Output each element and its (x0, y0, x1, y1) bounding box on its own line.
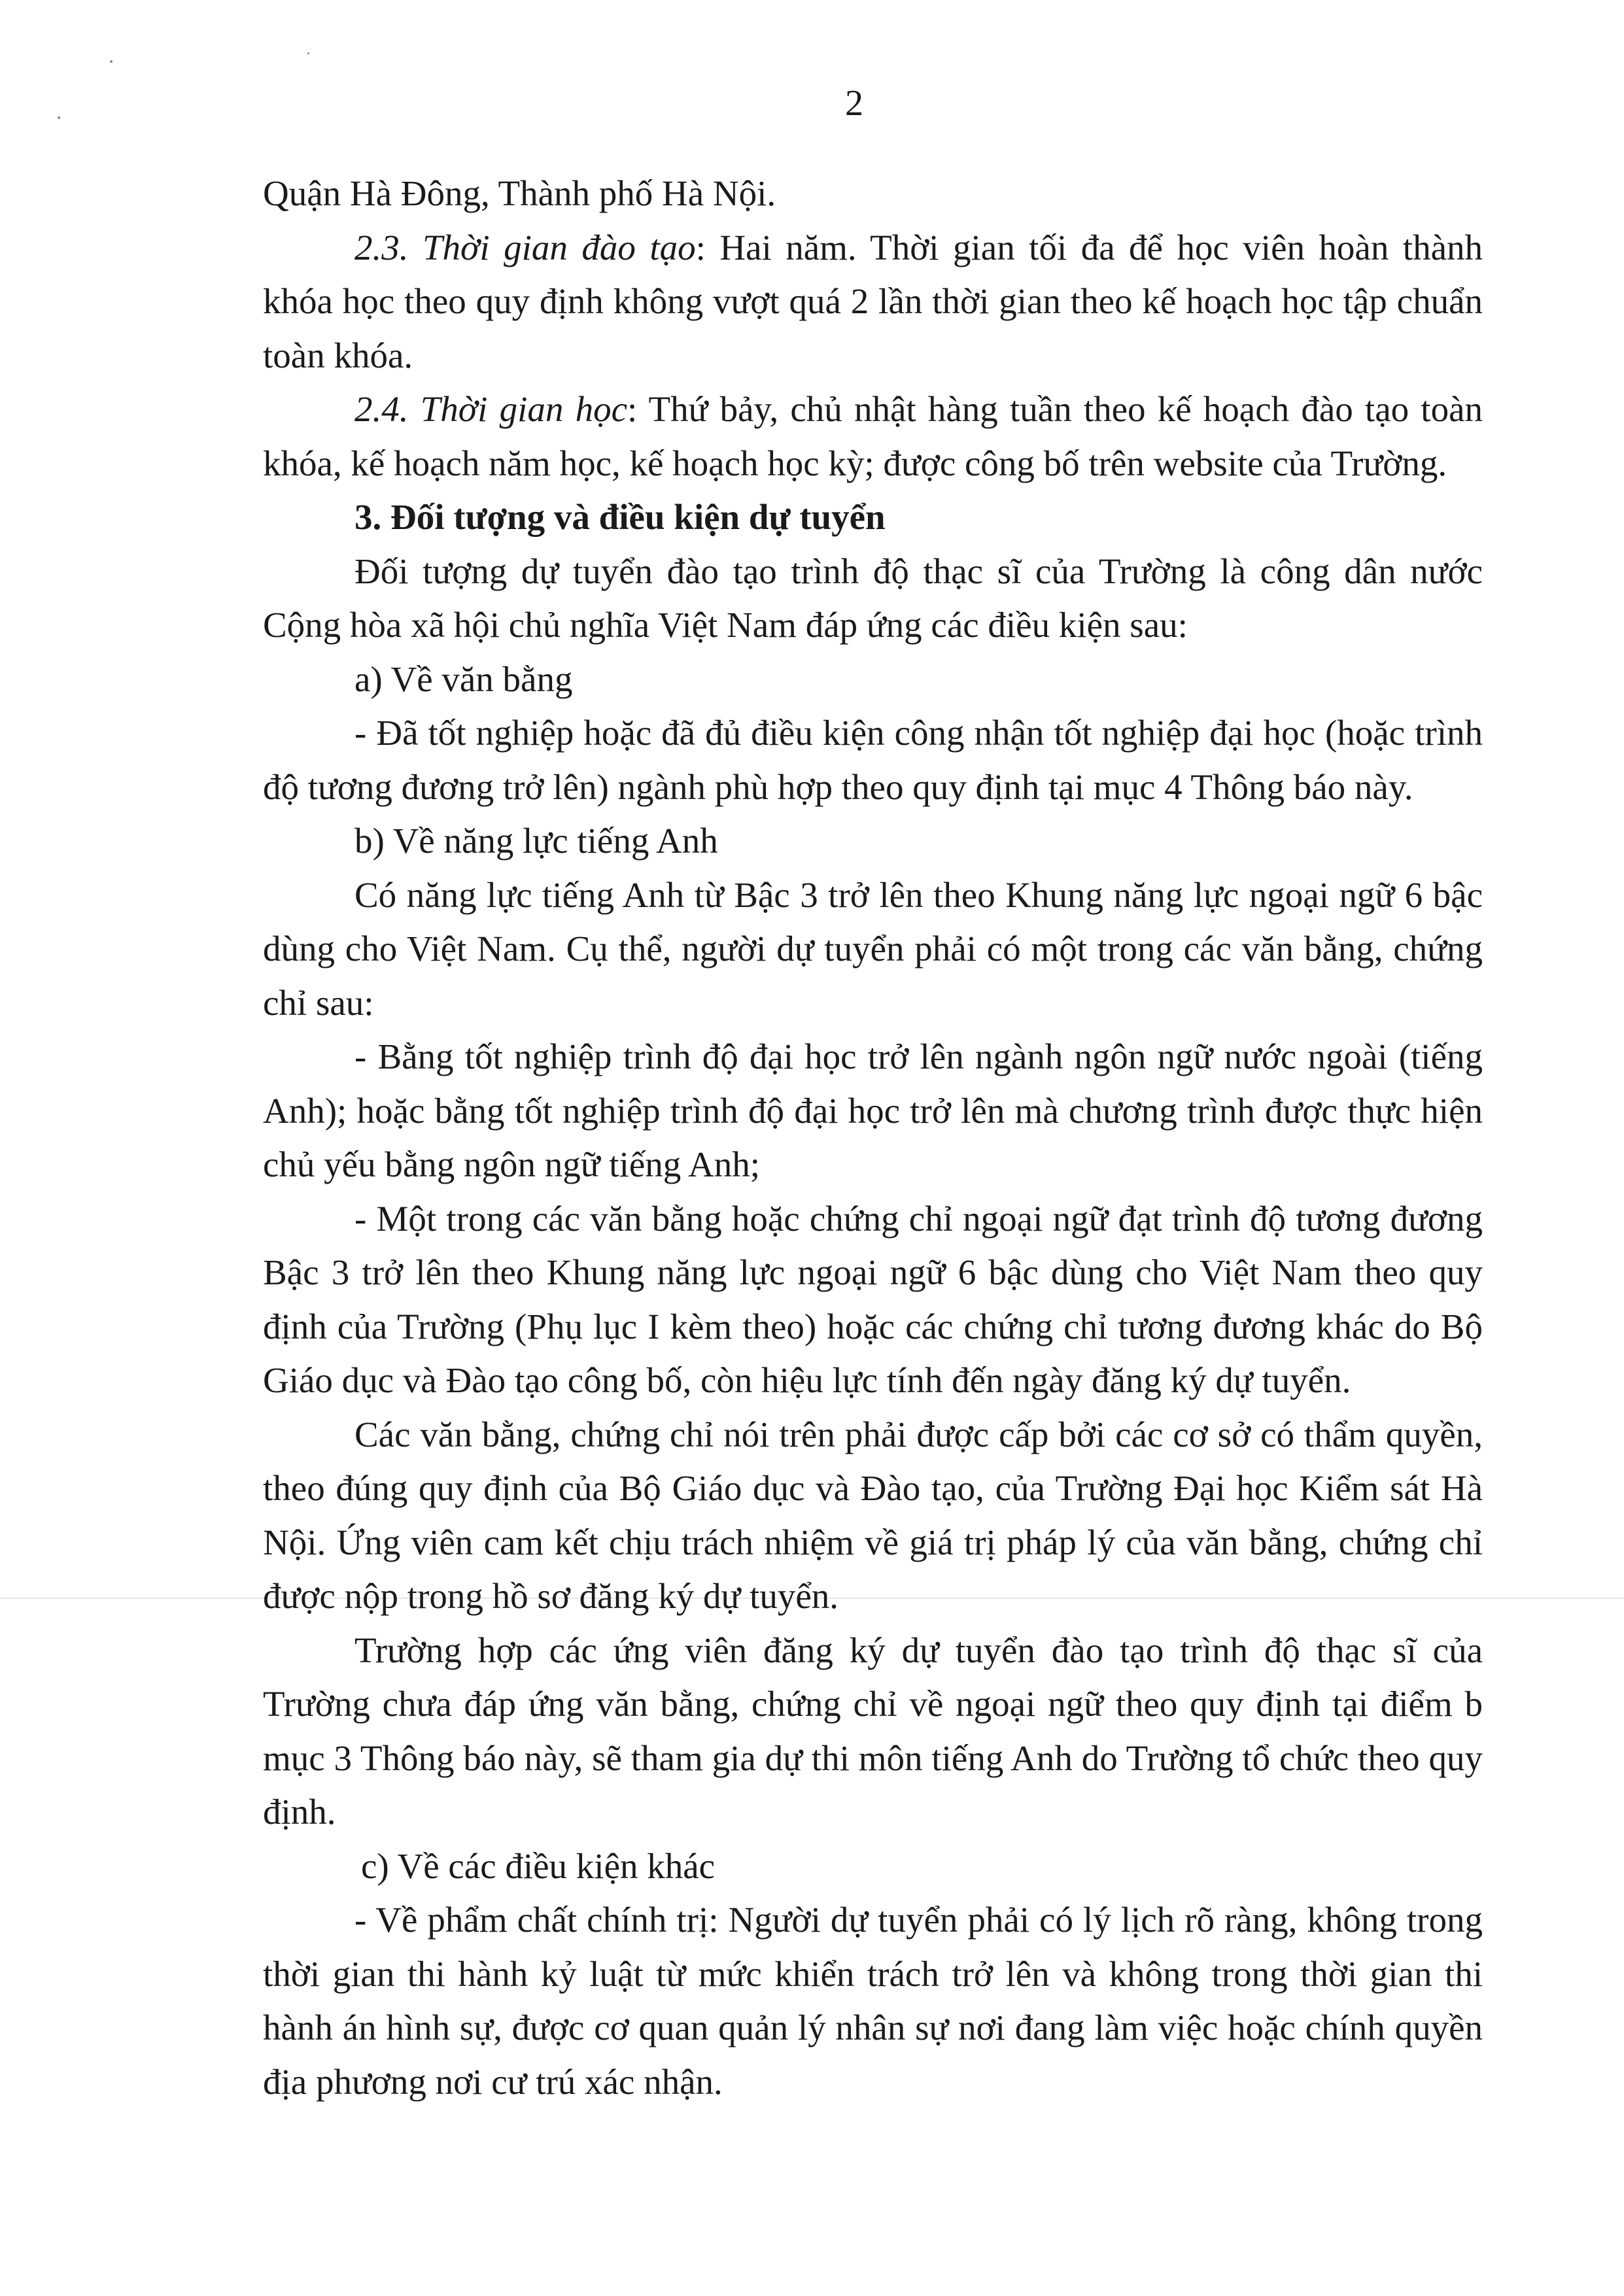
paragraph: - Đã tốt nghiệp hoặc đã đủ điều kiện công nhận tốt nghiệp đại học (hoặc trình độ tương đương trở lên) ngành phù hợp theo quy định tại mục 4 Thông báo này. (263, 713, 1483, 807)
paragraph: - Về phẩm chất chính trị: Người dự tuyển phải có lý lịch rõ ràng, không trong thời gian thi hành kỷ luật từ mức khiển trách trở lên và không trong thời gian thi hành án hình sự, được cơ quan quản lý nhân sự nơi đang làm việc hoặc chính quyền địa phương nơi cư trú xác nhận. (263, 1900, 1483, 2102)
paragraph: Có năng lực tiếng Anh từ Bậc 3 trở lên theo Khung năng lực ngoại ngữ 6 bậc dùng cho Việt Nam. Cụ thể, người dự tuyển phải có một trong các văn bằng, chứng chỉ sau: (263, 874, 1483, 1023)
paragraph: Các văn bằng, chứng chỉ nói trên phải được cấp bởi các cơ sở có thẩm quyền, theo đúng quy định của Bộ Giáo dục và Đào tạo, của Trường Đại học Kiểm sát Hà Nội. Ứng viên cam kết chịu trách nhiệm về giá trị pháp lý của văn bằng, chứng chỉ được nộp trong hồ sơ đăng ký dự tuyển. (263, 1414, 1483, 1616)
paragraph: - Bằng tốt nghiệp trình độ đại học trở lên ngành ngôn ngữ nước ngoài (tiếng Anh); hoặc bằng tốt nghiệp trình độ đại học trở lên mà chương trình được thực hiện chủ yếu bằng ngôn ngữ tiếng Anh; (263, 1037, 1483, 1184)
paragraph-text: : Thứ bảy, chủ nhật hàng tuần theo kế hoạch đào tạo toàn khóa, kế hoạch năm học, kế hoạch học kỳ; được công bố trên website của Trường. (263, 389, 1483, 483)
paragraph: Trường hợp các ứng viên đăng ký dự tuyển đào tạo trình độ thạc sĩ của Trường chưa đáp ứng văn bằng, chứng chỉ về ngoại ngữ theo quy định tại điểm b mục 3 Thông báo này, sẽ tham gia dự thi môn tiếng Anh do Trường tổ chức theo quy định. (263, 1630, 1483, 1832)
section-heading: 3. Đối tượng và điều kiện dự tuyển (354, 497, 886, 537)
paragraph: - Một trong các văn bằng hoặc chứng chỉ ngoại ngữ đạt trình độ tương đương Bậc 3 trở lên theo Khung năng lực ngoại ngữ 6 bậc dùng cho Việt Nam theo quy định của Trường (Phụ lục I kèm theo) hoặc các chứng chỉ tương đương khác do Bộ Giáo dục và Đào tạo công bố, còn hiệu lực tính đến ngày đăng ký dự tuyển. (263, 1198, 1483, 1400)
section-label: 2.4. Thời gian học (354, 389, 627, 429)
section-label: 2.3. Thời gian đào tạo (354, 227, 696, 267)
paragraph-text: : Hai năm. Thời gian tối đa để học viên hoàn thành khóa học theo quy định không vượt quá 2 lần thời gian theo kế hoạch học tập chuẩn toàn khóa. (263, 227, 1483, 375)
scan-speck (58, 116, 60, 119)
subheading: c) Về các điều kiện khác (361, 1845, 716, 1886)
paragraph (263, 221, 1483, 383)
paragraph: Quận Hà Đông, Thành phố Hà Nội. (263, 173, 776, 213)
page-number: 2 (845, 83, 863, 124)
scan-speck (307, 52, 309, 54)
subheading: b) Về năng lực tiếng Anh (354, 821, 718, 861)
paragraph (263, 383, 1483, 490)
scan-speck (110, 60, 112, 63)
paragraph: Đối tượng dự tuyển đào tạo trình độ thạc sĩ của Trường là công dân nước Cộng hòa xã hội chủ nghĩa Việt Nam đáp ứng các điều kiện sau: (263, 551, 1483, 645)
document-body (263, 167, 1483, 2109)
subheading: a) Về văn bằng (354, 659, 573, 699)
